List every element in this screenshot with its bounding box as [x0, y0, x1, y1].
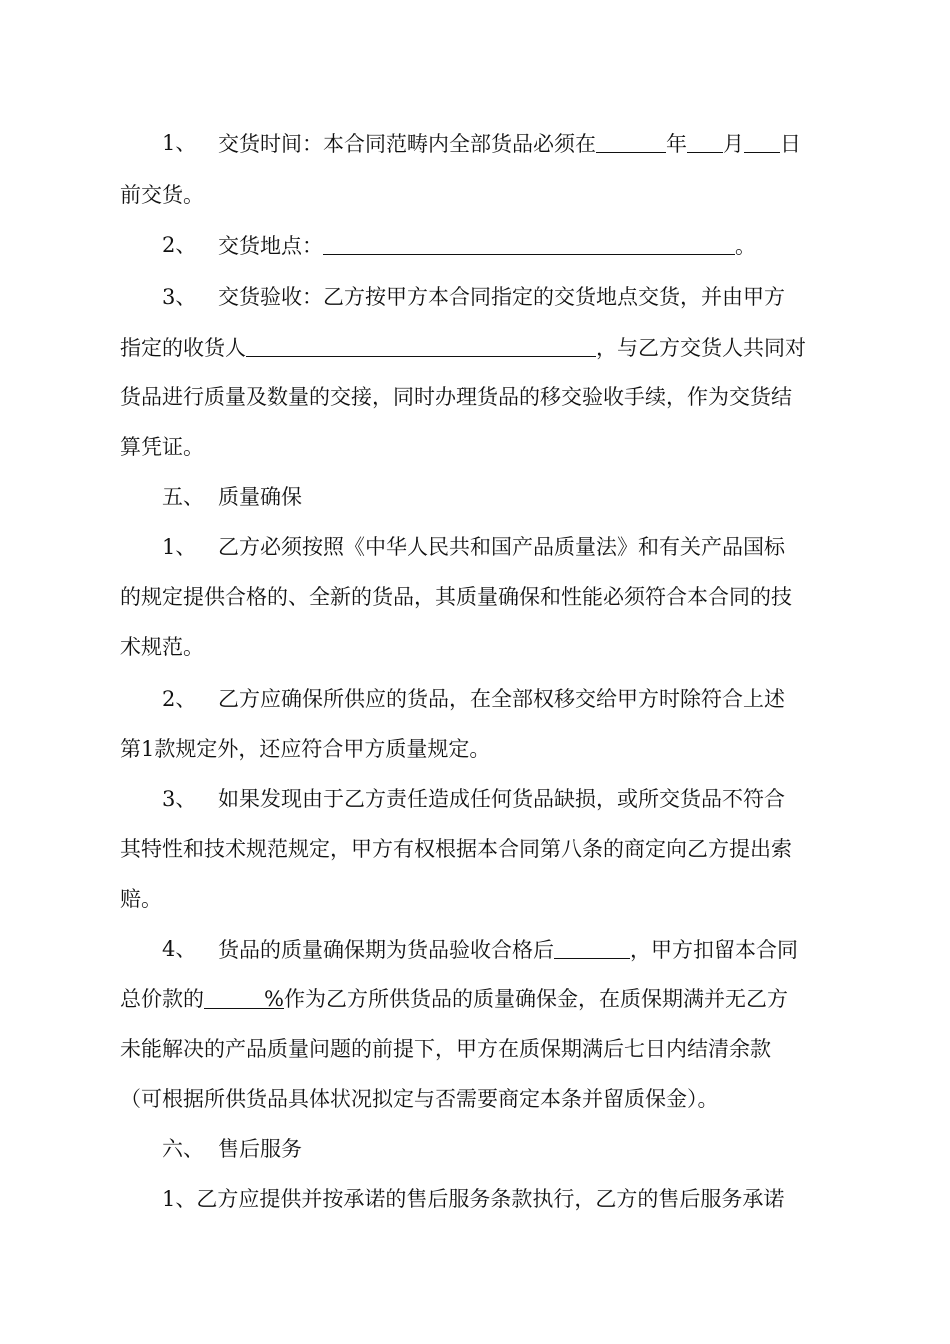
section5-item4-line2: 总价款的 %作为乙方所供货品的质量确保金，在质保期满并无乙方	[120, 987, 788, 1011]
day-blank	[744, 130, 780, 153]
delivery-item1-text: 交货时间：本合同范畴内全部货品必须在 年 月 日	[218, 132, 801, 156]
year-blank	[596, 130, 666, 153]
section5-item2-line1: 乙方应确保所供应的货品，在全部权移交给甲方时除符合上述	[218, 687, 785, 711]
warranty-period-blank	[554, 936, 630, 959]
section5-item3-line2: 其特性和技术规范规定，甲方有权根据本合同第八条的商定向乙方提出索	[120, 837, 792, 861]
section5-item2-number: 2、	[162, 687, 197, 711]
section5-number: 五、	[162, 485, 204, 509]
receiver-blank	[246, 334, 596, 357]
delivery-item3-line1: 交货验收：乙方按甲方本合同指定的交货地点交货，并由甲方	[218, 285, 785, 309]
section5-item4-line3: 未能解决的产品质量问题的前提下，甲方在质保期满后七日内结清余款	[120, 1037, 771, 1061]
section5-item1-line3: 术规范。	[120, 635, 204, 659]
section5-item1-number: 1、	[162, 535, 197, 559]
delivery-item3-line4: 算凭证。	[120, 435, 204, 459]
section5-item4-line1: 货品的质量确保期为货品验收合格后 ，甲方扣留本合同	[218, 938, 798, 962]
section5-item4-number: 4、	[162, 937, 197, 961]
section5-item2-line2: 第1款规定外，还应符合甲方质量规定。	[120, 737, 491, 761]
section5-item3-line3: 赔。	[120, 887, 162, 911]
percent-blank: %	[204, 986, 284, 1009]
delivery-location-blank	[323, 232, 735, 255]
month-blank	[687, 130, 723, 153]
delivery-item1-text-cont: 前交货。	[120, 183, 204, 207]
section5-item4-line4: （可根据所供货品具体状况拟定与否需要商定本条并留质保金）。	[120, 1087, 719, 1111]
section5-item3-line1: 如果发现由于乙方责任造成任何货品缺损，或所交货品不符合	[218, 787, 785, 811]
delivery-item3-line3: 货品进行质量及数量的交接，同时办理货品的移交验收手续，作为交货结	[120, 385, 792, 409]
section5-title: 质量确保	[218, 485, 302, 509]
section6-item1-line1: 1、乙方应提供并按承诺的售后服务条款执行，乙方的售后服务承诺	[162, 1187, 785, 1211]
delivery-item3-line2: 指定的收货人 ，与乙方交货人共同对	[120, 336, 806, 360]
delivery-item1-number: 1、	[162, 131, 197, 155]
section6-title: 售后服务	[218, 1137, 302, 1161]
section6-number: 六、	[162, 1137, 204, 1161]
section5-item1-line1: 乙方必须按照《中华人民共和国产品质量法》和有关产品国标	[218, 535, 785, 559]
delivery-item2-number: 2、	[162, 233, 197, 257]
delivery-item3-number: 3、	[162, 285, 197, 309]
section5-item3-number: 3、	[162, 787, 197, 811]
delivery-item2-text: 交货地点： 。	[218, 234, 756, 258]
section5-item1-line2: 的规定提供合格的、全新的货品，其质量确保和性能必须符合本合同的技	[120, 585, 792, 609]
